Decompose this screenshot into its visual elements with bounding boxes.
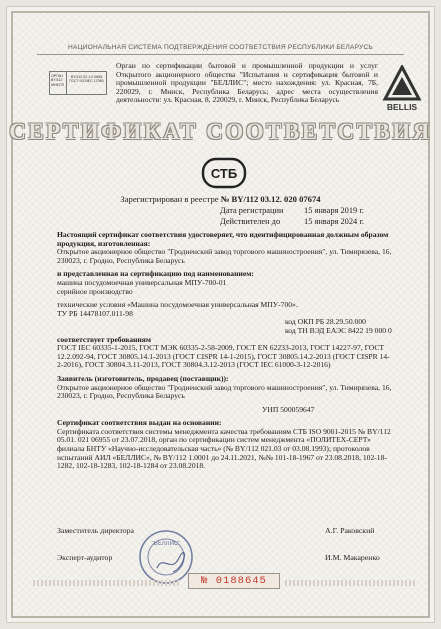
bellis-logo [381,65,423,113]
expert-auditor-row [57,553,394,562]
serial-number: № 0188645 [188,573,280,589]
stb-mark-text: СТБ [210,166,238,181]
valid-until-value: 15 января 2024 г. [304,216,364,226]
bellis-logo-text: BELLIS [386,102,418,112]
registration-date-value: 15 января 2019 г. [304,206,364,215]
registration-date-label: Дата регистрации [220,206,284,215]
deputy-director-row [57,526,394,535]
registry-label: Зарегистрирован в реестре [120,194,219,204]
dates-block [220,206,364,227]
applicant-label: Заявитель (изготовитель, продавец (поставщик)): [57,373,229,383]
bellis-logo-icon [381,65,423,113]
production-type: серийное производство [57,286,133,296]
stb-mark [201,157,247,189]
confirmation-statement: Настоящий сертификат соответствия удостоверяет, что идентифицированная должным образом продукция, изготовленная: [57,230,389,248]
deputy-director-label: Заместитель директора [57,526,135,535]
technical-conditions: технические условия «Машина посудомоечная универсальная МПУ-700». [57,300,298,310]
basis-text: Сертификата соответствия системы менеджмента качества требованиям СТБ ISO 9001-2015 № BY/112 05.01. 021 06955 от 23.07.2018, орган по сертификации систем менеджмента «ПОЛИТЕХ-СЕРТ» филиала БНТУ «Научно-исследовательская часть» (№ BY/112 021.03 от 03.08.1993); протоколов испытаний АИЛ «БЕЛЛИС», № BY/112 1.0001 до 24.11.2021, №№ 101-18-1967 от 23.08.2018, 102-18-1282, 102-18-1283, 102-18-1284 от 23.08.2018. [57,426,391,471]
expert-auditor-name: И.М. Макаренко [325,553,380,562]
security-strip-right [285,580,415,586]
registry-number: № BY/112 03.12. 020 07674 [220,194,321,204]
tu-number: ТУ РБ 14478107.011-98 [57,308,133,318]
registry-line [7,194,434,204]
certification-body-text: Орган по сертификации бытовой и промышленной продукции и услуг Открытого акционерного общества "Испытания и сертификация бытовой и промышленной продукции "БЕЛЛИС"; место нахождения: ул. Красная, 7Б, 220029, г. Минск, Республика Беларусь; адрес места осуществления деятельности: ул. Красная, 8, 220029, г. Минск, Республика Беларусь [116,61,378,105]
registration-box-right: BY/112 02.1.0.0658 ГОСТ ISO/IEC 17065 [69,75,104,84]
certificate-body [57,231,394,471]
basis-label: Сертификат соответствия выдан на основании: [57,418,222,428]
okp-code: код ОКП РБ 28.29.50.000 [285,317,366,327]
registration-box-left: ОРГАН BY/112 МНЕСП [50,72,67,94]
tnved-code: код ТН ВЭД ЕАЭС 8422 19 000 0 [285,325,392,335]
certificate-page [6,6,435,623]
manufacturer-text: Открытое акционерное общество "Гродненский завод торгового машиностроения", ул. Тимирязева, 16, 230023, г. Гродно, Республика Беларусь [57,247,392,265]
certificate-title: СЕРТИФИКАТ СООТВЕТСТВИЯ [9,119,432,144]
national-system-heading: НАЦИОНАЛЬНАЯ СИСТЕМА ПОДТВЕРЖДЕНИЯ СООТВЕТСТВИЯ РЕСПУБЛИКИ БЕЛАРУСЬ [68,44,373,51]
stamp-text: "БЕЛЛИС" [151,541,181,547]
expert-auditor-label: Эксперт-аудитор [57,553,113,562]
presented-label: и представленная на сертификацию под наименованием: [57,269,254,279]
product-name: машина посудомоечная универсальная МПУ-700-01 [57,277,227,287]
deputy-director-name: А.Г. Раковский [325,526,375,535]
stb-mark-icon [201,157,247,189]
header-divider [37,54,404,55]
unp-number: УНП 500059647 [262,404,315,414]
registration-box [49,71,107,95]
requirements-list: ГОСТ IEC 60335-1-2015, ГОСТ МЭК 60335-2-58-2009, ГОСТ EN 62233-2013, ГОСТ 14227-97, ГОСТ 12.2.092-94, ГОСТ 30805.14.1-2013 (ГОСТ CISPR 14-1-2015), ГОСТ 30805.14.2-2013 (ГОСТ CISPR 14-2-2016), ГОСТ 30804.3.11-2013, ГОСТ 30804.3.12-2013 (ГОСТ IEC 61000-3-12-2016) [57,343,390,370]
applicant-text: Открытое акционерное общество "Гродненский завод торгового машиностроения", ул. Тимирязева, 16, 230023, г. Гродно, Республика Беларусь [57,382,392,401]
security-strip-left [33,580,181,586]
valid-until-label: Действителен до [220,216,281,226]
requirements-label: соответствует требованиям [57,334,152,344]
